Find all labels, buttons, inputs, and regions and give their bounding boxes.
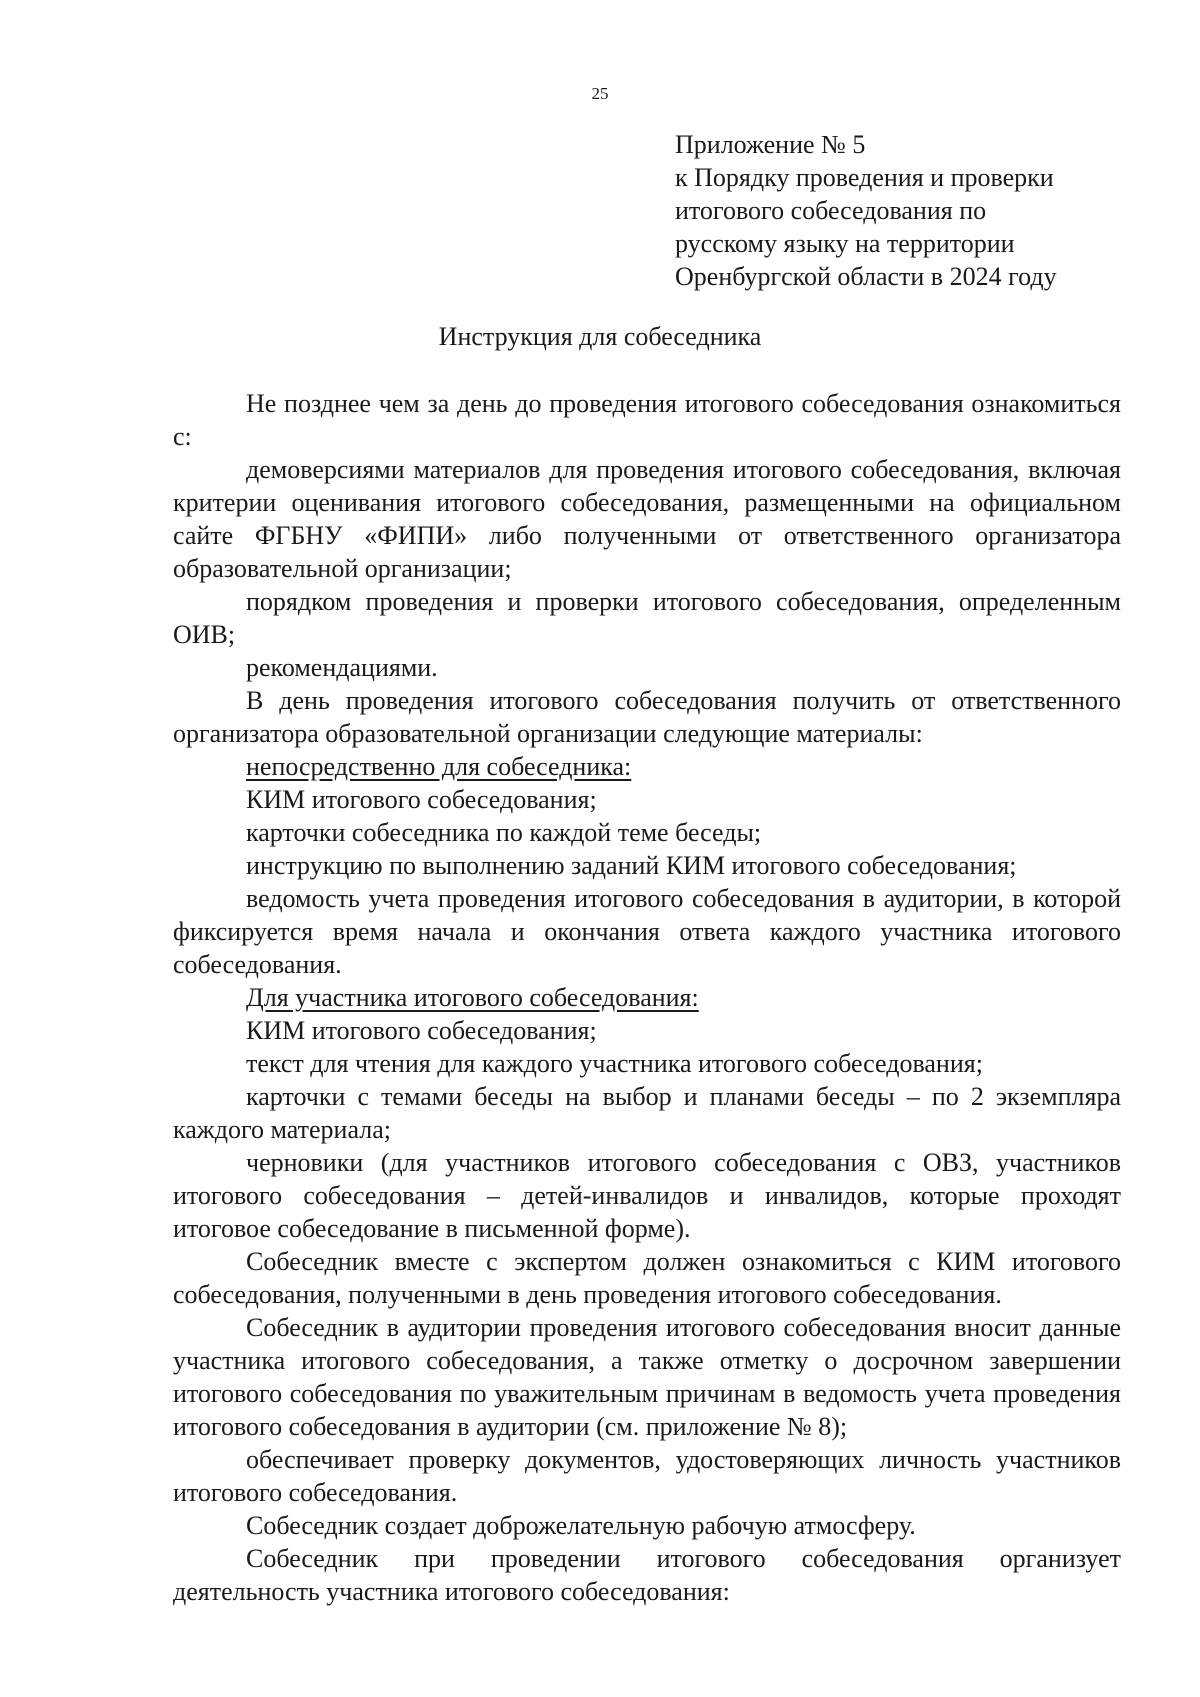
paragraph: В день проведения итогового собеседования получить от ответственного организатора образовательной организации следующие материалы: xyxy=(173,686,1121,748)
paragraph: рекомендациями. xyxy=(246,653,438,682)
appendix-line: к Порядку проведения и проверки xyxy=(675,163,1054,192)
appendix-line: Приложение № 5 xyxy=(675,130,866,159)
document-title: Инструкция для собеседника xyxy=(438,322,762,351)
paragraph: демоверсиями материалов для проведения итогового собеседования, включая критерии оценивания итогового собеседования, размещенными на официальном сайте ФГБНУ «ФИПИ» либо полученными от ответственного организатора образовательной организации; xyxy=(173,455,1121,583)
paragraph: текст для чтения для каждого участника итогового собеседования; xyxy=(246,1049,983,1078)
appendix-line: Оренбургской области в 2024 году xyxy=(675,262,1057,291)
paragraph: КИМ итогового собеседования; xyxy=(246,1016,597,1045)
paragraph: инструкцию по выполнению заданий КИМ итогового собеседования; xyxy=(246,851,1017,880)
paragraph: Собеседник при проведении итогового собеседования организует деятельность участника итогового собеседования: xyxy=(173,1544,1121,1606)
paragraph: карточки собеседника по каждой теме беседы; xyxy=(246,818,762,847)
paragraph: порядком проведения и проверки итогового собеседования, определенным ОИВ; xyxy=(173,587,1121,649)
paragraph-subheading: Для участника итогового собеседования: xyxy=(246,983,699,1012)
paragraph: Собеседник создает доброжелательную рабочую атмосферу. xyxy=(246,1511,916,1540)
document-body xyxy=(173,387,1121,1608)
page-number: 25 xyxy=(591,84,609,103)
paragraph: Не позднее чем за день до проведения итогового собеседования ознакомиться с: xyxy=(173,389,1121,451)
paragraph: карточки с темами беседы на выбор и планами беседы – по 2 экземпляра каждого материала; xyxy=(173,1082,1121,1144)
paragraph: черновики (для участников итогового собеседования с ОВЗ, участников итогового собеседования – детей-инвалидов и инвалидов, которые проходят итоговое собеседование в письменной форме). xyxy=(173,1148,1121,1243)
paragraph: КИМ итогового собеседования; xyxy=(246,785,597,814)
appendix-line: итогового собеседования по xyxy=(675,196,987,225)
appendix-header xyxy=(675,128,1175,293)
paragraph-subheading: непосредственно для собеседника: xyxy=(246,752,632,781)
paragraph: Собеседник в аудитории проведения итогового собеседования вносит данные участника итогового собеседования, а также отметку о досрочном завершении итогового собеседования по уважительным причинам в ведомость учета проведения итогового собеседования в аудитории (см. приложение № 8); xyxy=(173,1313,1121,1441)
appendix-line: русскому языку на территории xyxy=(675,229,1015,258)
paragraph: ведомость учета проведения итогового собеседования в аудитории, в которой фиксируется время начала и окончания ответа каждого участника итогового собеседования. xyxy=(173,884,1121,979)
paragraph: Собеседник вместе с экспертом должен ознакомиться с КИМ итогового собеседования, полученными в день проведения итогового собеседования. xyxy=(173,1247,1121,1309)
paragraph: обеспечивает проверку документов, удостоверяющих личность участников итогового собеседования. xyxy=(173,1445,1121,1507)
